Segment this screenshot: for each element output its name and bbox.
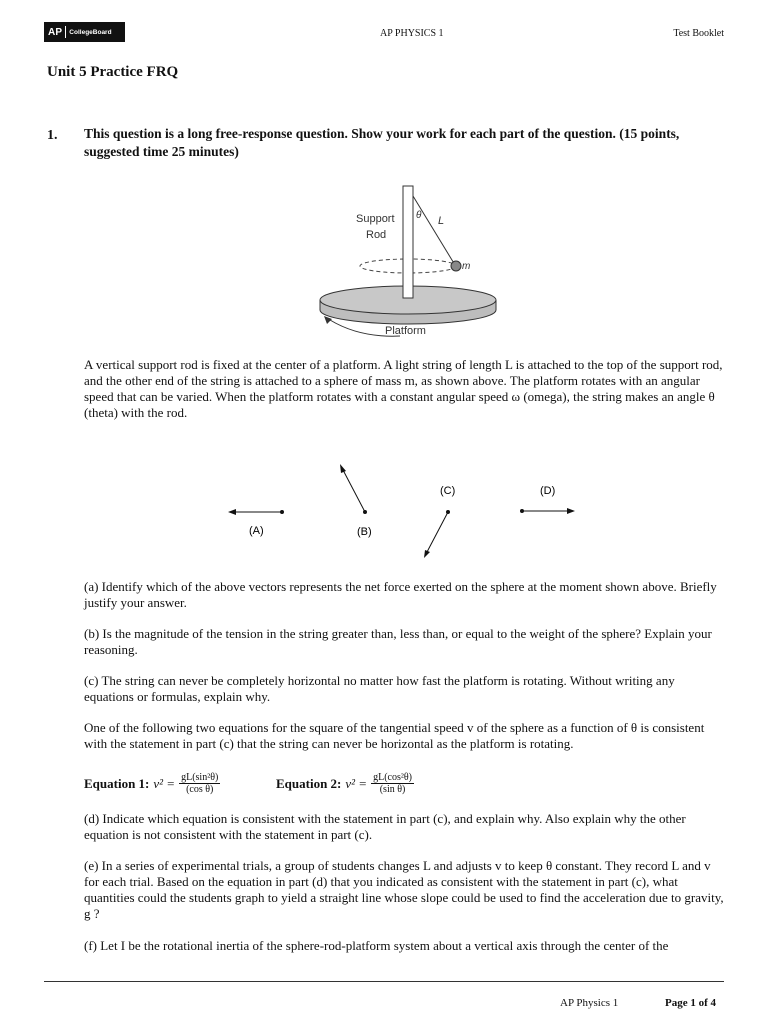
ap-collegeboard-logo bbox=[44, 22, 125, 42]
theta-label: θ bbox=[416, 210, 422, 221]
vector-d-head bbox=[567, 508, 575, 514]
equation-2-label: Equation 2: bbox=[276, 775, 342, 791]
vector-a-dot bbox=[280, 510, 284, 514]
equation-2-lhs: v² = bbox=[345, 775, 368, 791]
vector-b-label: (B) bbox=[357, 526, 372, 538]
mass-label: m bbox=[462, 261, 471, 272]
footer-subject: AP Physics 1 bbox=[560, 997, 619, 1009]
support-label-1: Support bbox=[356, 213, 395, 225]
header-subject: AP PHYSICS 1 bbox=[380, 28, 444, 39]
equation-2-denominator: (sin θ) bbox=[379, 784, 406, 795]
equation-1-label: Equation 1: bbox=[84, 775, 150, 791]
part-c: (c) The string can never be completely horizontal no matter how fast the platform is rotating. Without writing any equations or formulas, explain why. bbox=[84, 673, 675, 704]
vector-d-label: (D) bbox=[540, 485, 556, 497]
footer-page-number: Page 1 of 4 bbox=[665, 997, 717, 1009]
support-label-2: Rod bbox=[366, 229, 387, 241]
platform-label: Platform bbox=[385, 325, 426, 337]
support-rod bbox=[403, 186, 413, 298]
vector-a-label: (A) bbox=[249, 525, 264, 537]
vector-c bbox=[427, 512, 448, 552]
vector-c-head bbox=[424, 550, 430, 558]
question-number: 1. bbox=[47, 128, 58, 143]
page-title: Unit 5 Practice FRQ bbox=[47, 64, 179, 80]
equation-1-lhs: v² = bbox=[153, 775, 176, 791]
sphere bbox=[451, 261, 461, 271]
vector-choices-figure bbox=[220, 460, 590, 565]
part-e: (e) In a series of experimental trials, a group of students changes L and adjusts v to keep θ constant. They record L and v for each trial. Based on the equation in part (d) that you indicated as consistent with the statement in part (c), what quantities could the students graph to yield a straight line whose slope could be used to find the acceleration due to gravity, g ? bbox=[84, 858, 724, 921]
logo-cb-text: CollegeBoard bbox=[69, 28, 112, 36]
equation-1-numerator: gL(sin²θ) bbox=[181, 772, 219, 783]
logo-divider bbox=[65, 26, 66, 38]
equation-2-fraction bbox=[371, 772, 414, 795]
vector-b-dot bbox=[363, 510, 367, 514]
part-f: (f) Let I be the rotational inertia of the sphere-rod-platform system about a vertical axis through the center of the bbox=[84, 938, 669, 953]
question-intro: This question is a long free-response question. Show your work for each part of the question. (15 points, suggested time 25 minutes) bbox=[84, 126, 680, 159]
vector-b-head bbox=[340, 464, 346, 473]
equation-1-denominator: (cos θ) bbox=[186, 784, 214, 795]
vector-b bbox=[343, 470, 365, 512]
equation-1-fraction bbox=[179, 772, 220, 795]
rod-platform-figure bbox=[280, 180, 520, 345]
logo-ap-text: AP bbox=[48, 26, 63, 38]
part-a: (a) Identify which of the above vectors represents the net force exerted on the sphere at the moment shown above. Briefly justify your answer. bbox=[84, 579, 717, 610]
vector-c-dot bbox=[446, 510, 450, 514]
vector-d-dot bbox=[520, 509, 524, 513]
equations-intro: One of the following two equations for the square of the tangential speed v of the sphere as a function of θ is consistent with the statement in part (c) that the string can never be horizontal as the platform is rotating. bbox=[84, 720, 705, 751]
equation-2-numerator: gL(cos²θ) bbox=[373, 772, 412, 783]
footer-divider bbox=[44, 981, 724, 982]
vector-a-head bbox=[228, 509, 236, 515]
setup-description: A vertical support rod is fixed at the center of a platform. A light string of length L is attached to the top of the support rod, and the other end of the string is attached to a sphere of mass m, as shown above. The platform rotates with an angular speed that can be varied. When the platform rotates with a constant angular speed ω (omega), the string makes an angle θ (theta) with the rod. bbox=[84, 357, 723, 420]
length-label: L bbox=[438, 215, 445, 227]
equation-1 bbox=[84, 772, 220, 795]
string bbox=[413, 196, 455, 265]
equation-2 bbox=[276, 772, 414, 795]
header-booklet: Test Booklet bbox=[673, 28, 724, 39]
vector-c-label: (C) bbox=[440, 485, 456, 497]
part-b: (b) Is the magnitude of the tension in the string greater than, less than, or equal to the weight of the sphere? Explain your reasoning. bbox=[84, 626, 712, 657]
part-d: (d) Indicate which equation is consistent with the statement in part (c), and explain why. Also explain why the other equation is not consistent with the statement in part (c). bbox=[84, 811, 686, 842]
